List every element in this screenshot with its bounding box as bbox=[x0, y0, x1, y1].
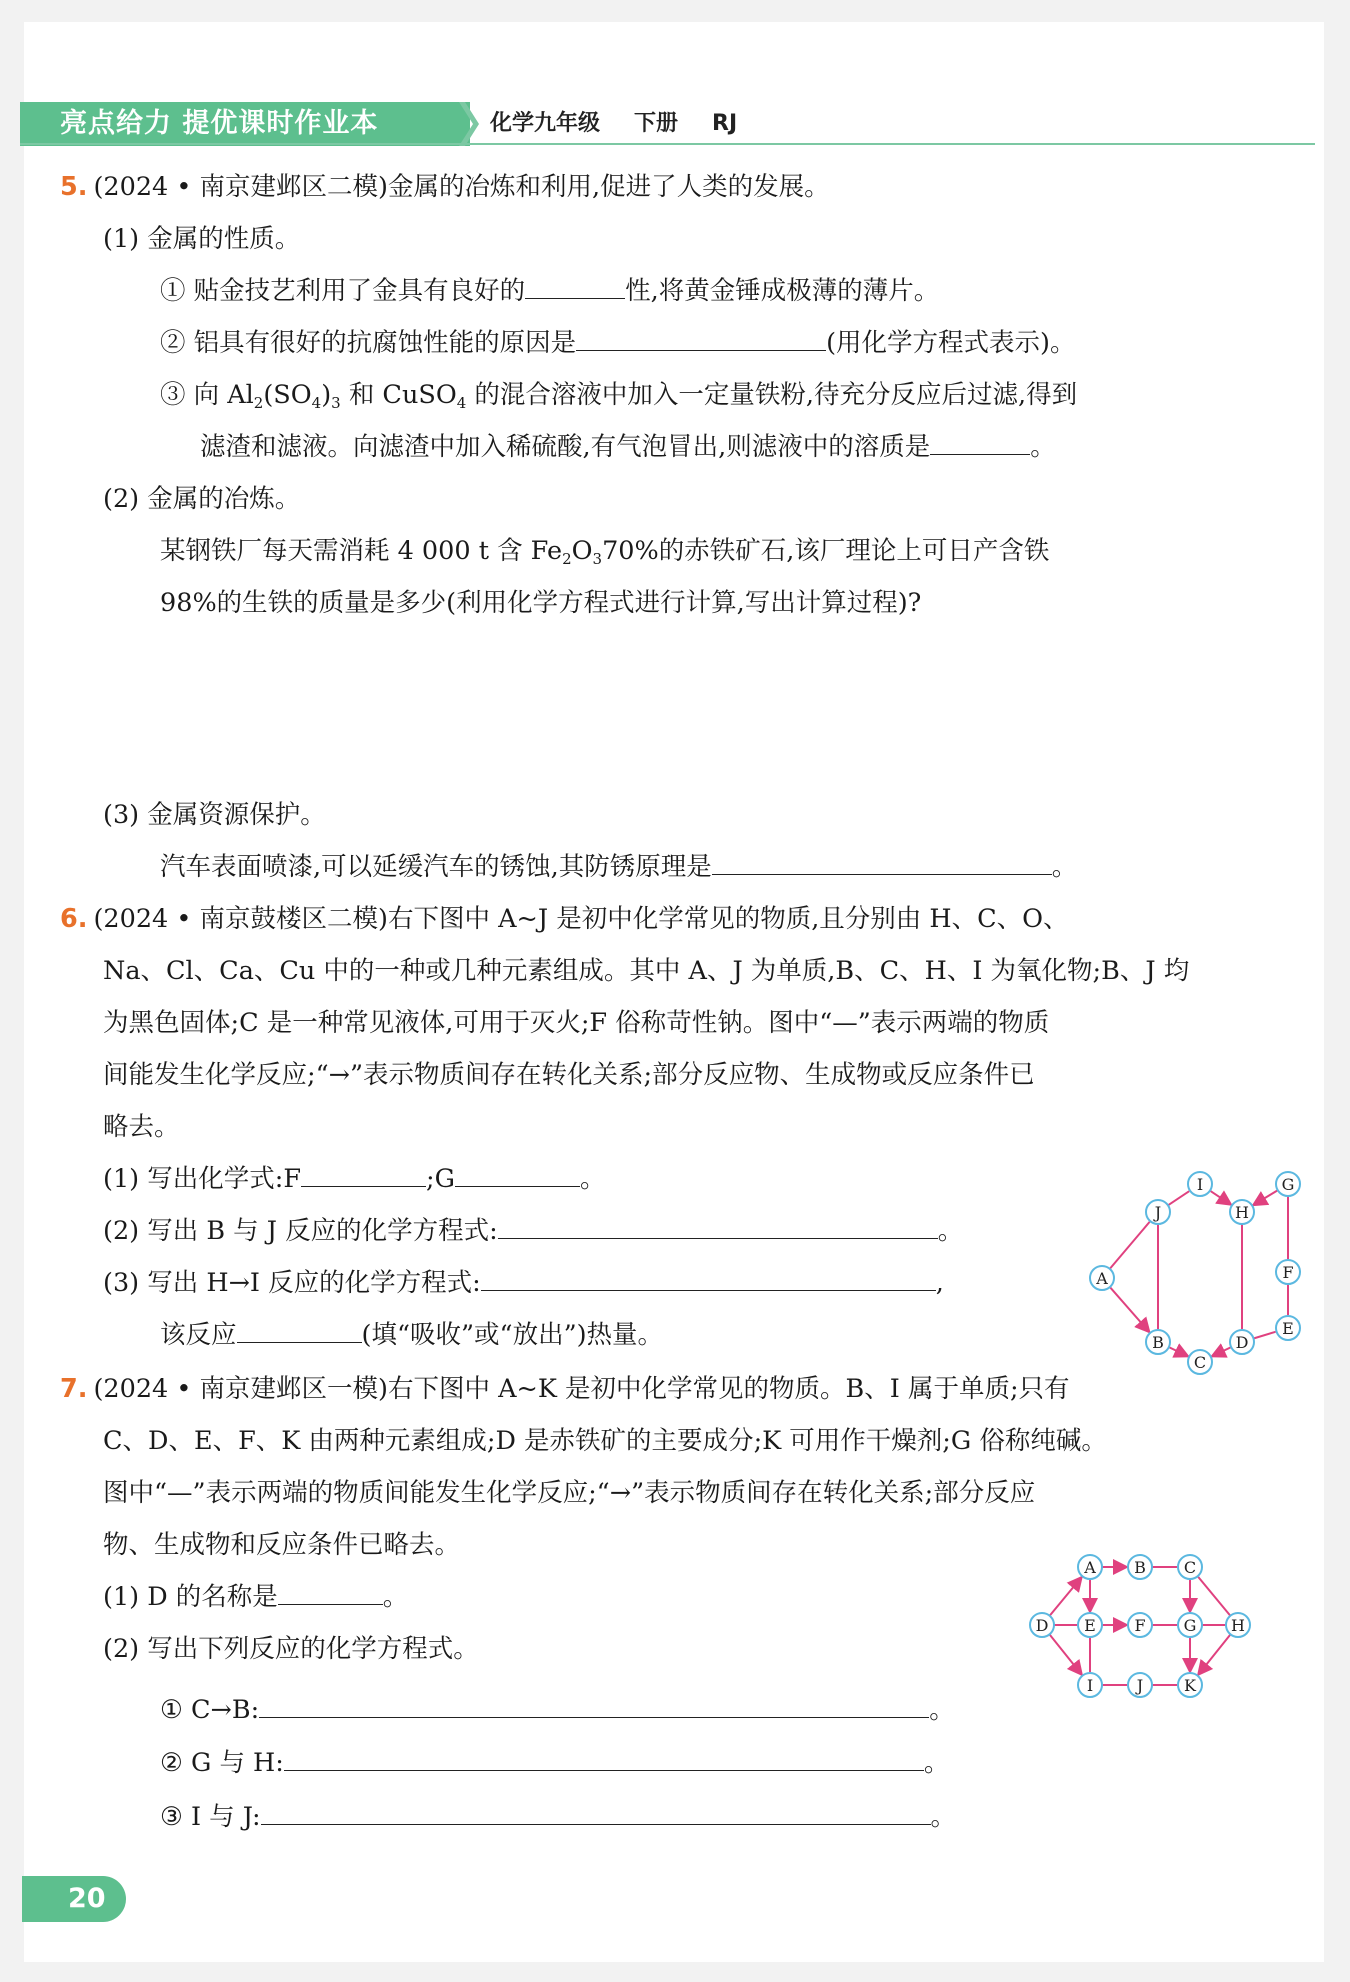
answer-blank[interactable] bbox=[261, 1800, 931, 1825]
diagram-edge bbox=[1253, 1190, 1278, 1205]
q5-p2-line1: 某钢铁厂每天需消耗 4 000 t 含 $Fe_2O_370\%$的赤铁矿石,该厂理论上可日产含铁 bbox=[160, 536, 1050, 568]
q6-number: 6. bbox=[60, 904, 88, 934]
q6-p3-line2 bbox=[160, 1318, 663, 1352]
q7-line4: 物、生成物和反应条件已略去。 bbox=[103, 1530, 461, 1560]
q7-p2-ii bbox=[160, 1746, 949, 1780]
punct: 。 bbox=[937, 1216, 964, 1246]
q7-line2: C、D、E、F、K 由两种元素组成;D 是赤铁矿的主要成分;K 可用作干燥剂;G 俗称纯碱。 bbox=[103, 1426, 1107, 1456]
q5-stem-text: 金属的冶炼和利用,促进了人类的发展。 bbox=[387, 172, 830, 202]
answer-blank[interactable] bbox=[301, 1162, 426, 1187]
punct: 。 bbox=[1051, 852, 1078, 882]
diagram-node-label: B bbox=[1134, 1558, 1146, 1577]
q7-number: 7. bbox=[60, 1374, 88, 1404]
punct: 。 bbox=[382, 1582, 409, 1612]
q7-p1 bbox=[103, 1580, 408, 1614]
header-rule bbox=[20, 143, 1315, 145]
diagram-node-label: K bbox=[1184, 1676, 1196, 1695]
q5-p2-title: (2) 金属的冶炼。 bbox=[103, 484, 301, 514]
header-stripes bbox=[445, 102, 485, 146]
diagram-edge bbox=[1049, 1634, 1081, 1674]
q7-p2-i-text: ① C→B: bbox=[160, 1695, 260, 1725]
diagram-node-label: H bbox=[1231, 1616, 1245, 1635]
q7-diagram bbox=[1010, 1545, 1320, 1725]
diagram-node-label: D bbox=[1035, 1616, 1049, 1635]
q5-p2-line2: 98%的生铁的质量是多少(利用化学方程式进行计算,写出计算过程)? bbox=[160, 588, 922, 618]
q5-p1-ii bbox=[160, 326, 1076, 360]
header-edition: RJ bbox=[712, 111, 738, 136]
diagram-node-label: H bbox=[1235, 1203, 1249, 1222]
q5-p1-iii-text-c: 的混合溶液中加入一定量铁粉,待充分反应后过滤,得到 bbox=[474, 380, 1078, 410]
header-volume: 下册 bbox=[634, 111, 679, 136]
q5-p1-iii-text-b: 和 CuSO bbox=[348, 380, 457, 410]
q7-p2-ii-text: ② G 与 H: bbox=[160, 1748, 284, 1778]
q7-p1-text: (1) D 的名称是 bbox=[103, 1582, 278, 1612]
q6-p3-text: (3) 写出 H→I 反应的化学方程式: bbox=[103, 1268, 481, 1298]
q7-p2-i bbox=[160, 1693, 955, 1727]
q5-p2-line1-text-b: 70%的赤铁矿石,该厂理论上可日产含铁 bbox=[602, 536, 1050, 566]
q7-source: (2024 • 南京建邺区一模) bbox=[93, 1374, 388, 1404]
diagram-node-label: G bbox=[1281, 1175, 1295, 1194]
answer-blank[interactable] bbox=[498, 1214, 938, 1239]
punct: 。 bbox=[923, 1748, 950, 1778]
diagram-edge bbox=[1198, 1634, 1230, 1674]
diagram-node-label: D bbox=[1235, 1333, 1249, 1352]
q6-p2-text: (2) 写出 B 与 J 反应的化学方程式: bbox=[103, 1216, 498, 1246]
punct: 。 bbox=[929, 1695, 955, 1725]
q5-p3-line-text: 汽车表面喷漆,可以延缓汽车的锈蚀,其防锈原理是 bbox=[160, 852, 712, 882]
q7-p2-iii-text: ③ I 与 J: bbox=[160, 1802, 261, 1832]
q5-p3-title: (3) 金属资源保护。 bbox=[103, 800, 326, 830]
q5-p1-title: (1) 金属的性质。 bbox=[103, 224, 301, 254]
diagram-node-label: G bbox=[1183, 1616, 1197, 1635]
diagram-edge bbox=[1212, 1347, 1231, 1356]
diagram-edge bbox=[1210, 1191, 1231, 1205]
q7-line3: 图中“—”表示两端的物质间能发生化学反应;“→”表示物质间存在转化关系;部分反应 bbox=[103, 1478, 1036, 1508]
answer-blank[interactable] bbox=[237, 1318, 362, 1343]
punct: , bbox=[935, 1268, 944, 1298]
diagram-node-label: B bbox=[1152, 1333, 1164, 1352]
diagram-edge bbox=[1110, 1222, 1150, 1269]
header-subject bbox=[490, 104, 771, 144]
q6-diagram bbox=[1070, 1160, 1310, 1375]
answer-blank[interactable] bbox=[525, 274, 625, 299]
q7-line1-text: 右下图中 A~K 是初中化学常见的物质。B、I 属于单质;只有 bbox=[387, 1374, 1070, 1404]
q5-p1-iii: ③ 向 $Al_2(SO_4)_3$ 和 CuSO$_4$ 的混合溶液中加入一定量铁粉,待充分反应后过滤,得到 bbox=[160, 380, 1078, 412]
page-number: 20 bbox=[22, 1876, 126, 1922]
diagram-node-label: A bbox=[1096, 1269, 1108, 1288]
diagram-edge bbox=[1253, 1332, 1275, 1339]
q6-line3: 为黑色固体;C 是一种常见液体,可用于灭火;F 俗称苛性钠。图中“—”表示两端的物质 bbox=[103, 1008, 1050, 1038]
q6-p1-text-a: (1) 写出化学式:F bbox=[103, 1164, 302, 1194]
q6-line5: 略去。 bbox=[103, 1112, 180, 1142]
answer-blank[interactable] bbox=[930, 430, 1030, 455]
punct: 。 bbox=[930, 1802, 957, 1832]
diagram-node-label: J bbox=[1136, 1676, 1144, 1695]
q6-line1 bbox=[60, 902, 1069, 936]
q5-p1-i-text-b: 性,将黄金锤成极薄的薄片。 bbox=[625, 276, 940, 306]
q6-p2 bbox=[103, 1214, 963, 1248]
q6-p1 bbox=[103, 1162, 606, 1196]
diagram-node-label: E bbox=[1282, 1319, 1294, 1338]
q5-p1-i bbox=[160, 274, 939, 308]
q7-p2-iii bbox=[160, 1800, 956, 1834]
q6-p3-line2-text-b: (填“吸收”或“放出”)热量。 bbox=[361, 1320, 664, 1350]
q7-line1 bbox=[60, 1372, 1070, 1406]
diagram-edge bbox=[1169, 1347, 1188, 1356]
q5-p1-ii-text-b: (用化学方程式表示)。 bbox=[826, 328, 1076, 358]
q6-p3-line2-text-a: 该反应 bbox=[160, 1320, 237, 1350]
answer-blank[interactable] bbox=[284, 1746, 924, 1771]
q6-p1-text-b: ;G bbox=[426, 1164, 455, 1194]
q5-p1-iii-line2-text: 滤渣和滤液。向滤渣中加入稀硫酸,有气泡冒出,则滤液中的溶质是 bbox=[200, 432, 931, 462]
q6-line4: 间能发生化学反应;“→”表示物质间存在转化关系;部分反应物、生成物或反应条件已 bbox=[103, 1060, 1035, 1090]
q5-p1-i-text-a: ① 贴金技艺利用了金具有良好的 bbox=[160, 276, 526, 306]
diagram-node-label: F bbox=[1282, 1263, 1294, 1282]
q5-number: 5. bbox=[60, 172, 88, 202]
diagram-edge bbox=[1168, 1191, 1189, 1205]
q5-p3-line bbox=[160, 850, 1077, 884]
q6-line1-text: 右下图中 A~J 是初中化学常见的物质,且分别由 H、C、O、 bbox=[387, 904, 1069, 934]
answer-blank[interactable] bbox=[278, 1580, 383, 1605]
q6-source: (2024 • 南京鼓楼区二模) bbox=[93, 904, 388, 934]
diagram-node-label: I bbox=[1086, 1676, 1094, 1695]
diagram-node-label: E bbox=[1084, 1616, 1096, 1635]
diagram-node-label: I bbox=[1196, 1175, 1204, 1194]
answer-blank[interactable] bbox=[259, 1693, 929, 1718]
diagram-node-label: C bbox=[1193, 1353, 1207, 1372]
diagram-node-label: J bbox=[1154, 1203, 1162, 1222]
header-title: 亮点给力 提优课时作业本 bbox=[60, 108, 379, 139]
diagram-node-label: F bbox=[1134, 1616, 1146, 1635]
q6-line2: Na、Cl、Ca、Cu 中的一种或几种元素组成。其中 A、J 为单质,B、C、H、I 为氧化物;B、J 均 bbox=[103, 956, 1190, 986]
answer-blank[interactable] bbox=[455, 1162, 580, 1187]
diagram-edge bbox=[1198, 1577, 1230, 1616]
q5-stem bbox=[60, 170, 830, 204]
diagram-node-label: A bbox=[1084, 1558, 1096, 1577]
q5-p1-iii-line2 bbox=[200, 430, 1056, 464]
q5-p1-iii-text-a: ③ 向 Al bbox=[160, 380, 254, 410]
diagram-node-label: C bbox=[1183, 1558, 1197, 1577]
header-subject-text: 化学九年级 bbox=[490, 111, 601, 136]
diagram-edge bbox=[1110, 1287, 1150, 1332]
punct: 。 bbox=[579, 1164, 606, 1194]
diagram-edge bbox=[1050, 1577, 1082, 1616]
answer-blank[interactable] bbox=[481, 1266, 936, 1291]
answer-blank[interactable] bbox=[712, 850, 1052, 875]
q6-p3 bbox=[103, 1266, 944, 1300]
q7-p2: (2) 写出下列反应的化学方程式。 bbox=[103, 1634, 479, 1664]
q5-p1-ii-text-a: ② 铝具有很好的抗腐蚀性能的原因是 bbox=[160, 328, 577, 358]
answer-blank[interactable] bbox=[576, 326, 826, 351]
q5-p2-line1-text-a: 某钢铁厂每天需消耗 4 000 t 含 Fe bbox=[160, 536, 563, 566]
q5-source: (2024 • 南京建邺区二模) bbox=[93, 172, 388, 202]
punct: 。 bbox=[1030, 432, 1056, 462]
